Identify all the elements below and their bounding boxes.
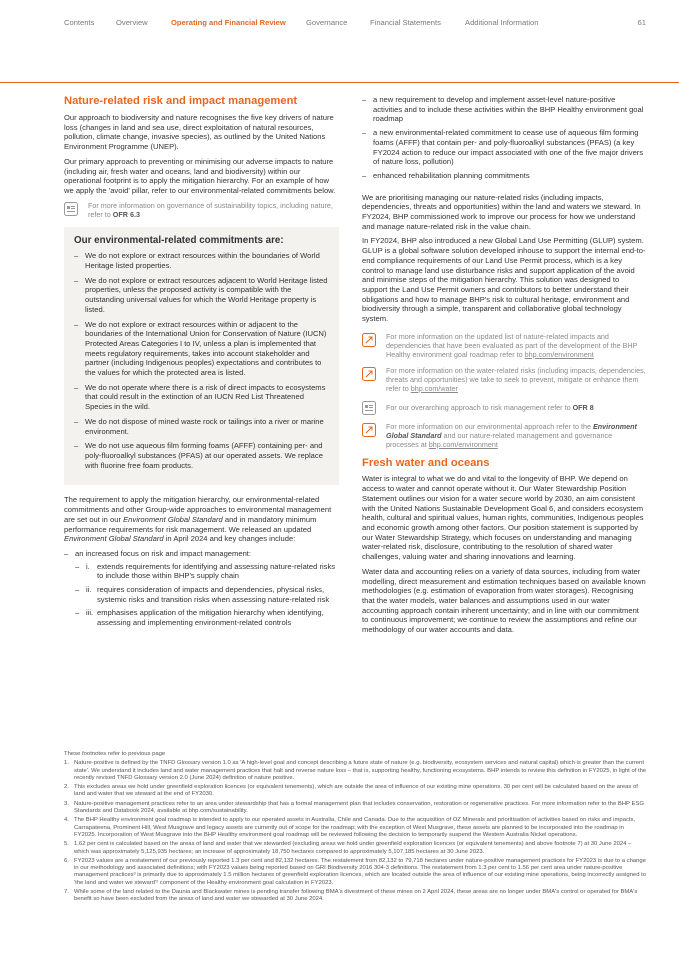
list-item: – We do not explore or extract resources within the boundaries of World Heritage listed properties. [74,251,329,270]
paragraph: Water data and accounting relies on a variety of data sources, including from water modelling, direct measurement and estimation techniques based on available known methodologies (e.g. estimation of evaporation from water storages). Recognising that the water models, water balances and assumptions used in our water accounting approach contain inherent uncertainty; and in line with our commitment to continuous improvement; we continue to review the assumptions and refine our methodology of our water accounts and data. [362,566,646,635]
list-item: – a new requirement to develop and implement asset-level nature-positive activities and to include these activities within the BHP Healthy environment goal roadmap [362,95,646,124]
footnotes [64,751,647,906]
link-environment-2[interactable]: bhp.com/environment [428,439,498,449]
paragraph: We are prioritising managing our nature-related risks (including impacts, dependencies, threats and opportunities) within the land and waters we steward. In FY2024, BHP commissioned work to improve our process for how we understand and manage nature-related risk in the value chain. [362,192,641,231]
paragraph: In FY2024, BHP also introduced a new Global Land Use Permitting (GLUP) system. GLUP is a global software solution developed inhouse to support the internal end-to-end compliance requirements of our Land Use Permit process, which is a key control to manage land use disturbance risks and support application of the avoid and minimise steps of the mitigation hierarchy. This solution was designed to support the Land Use Permit owners and contributors to better understand their obligations and how to manage BHP's risk to cultural heritage, environment and biodiversity through a simple, transparent and collaborative global technology system. [362,236,646,324]
list-item: – We do not use aqueous film forming foams (AFFF) containing per- and poly-fluoroalkyl substances (PFAS) at our operated assets. We replace with fluorine free foam products. [74,441,329,470]
external-link-icon [362,333,376,347]
nav-additional-information[interactable]: Additional Information [465,18,539,27]
list-item: – ii. requires consideration of impacts and dependencies, physical risks, systemic risks and transition risks when assessing nature-related risk [75,585,339,604]
document-icon [64,202,78,216]
nav-financial-statements[interactable]: Financial Statements [370,18,441,27]
reference-link-ofr8[interactable]: OFR 8 [572,402,594,412]
list-item: – We do not explore or extract resources adjacent to World Heritage listed properties, unless the proposed activity is compatible with the outstanding universal values for which the World Heritage property is listed. [74,276,329,315]
link-environment[interactable]: bhp.com/environment [524,349,594,359]
list-item: – a new environmental-related commitment to cease use of aqueous film forming foams (AFFF) that contain per- and poly-fluoroalkyl substances (PFAS) (a key FY2024 action to reduce our impact associated with one of the five major drivers of nature loss, pollution) [362,128,646,167]
list-item: – an increased focus on risk and impact management: – i. extends requirements for identifying and assessing nature-related risks to include those within BHP's supply chain – ii. requires consideration of impacts and dependencies, physical risks, systemic risks and transition risks when assessing nature-related risk – iii. emphasises application of the mitigation hierarchy when identifying, assessing and implementing environment-related controls [64,549,339,628]
footnote: 5. 1.62 per cent is calculated based on the areas of land and water that we stewarded (excluding areas we hold under greenfield exploration licences (or equivalent tenements) and above footnote 7) at 30 June 2024 – which was approximately 5,125,935 hectares; an increase of approximately 18,750 hectares compared to approximately 5,107,185 hectares at 30 June 2023. [64,841,632,855]
reference-water: For more information on the water-related risks (including impacts, dependencies, threats and opportunities) we take to seek to prevent, mitigate or enhance them refer to bhp.com/water [362,366,646,393]
changes-list [64,549,339,628]
document-icon [362,401,376,415]
paragraph: Our primary approach to preventing or minimising our adverse impacts to nature (including air, fresh water and oceans, land and biodiversity) within our operational footprint is to apply the mitigation hierarchy. For an example of how we apply the 'avoid' pillar, refer to our environmental-related commitments below. [64,156,336,195]
paragraph: Water is integral to what we do and vital to the longevity of BHP. We depend on access to water and cannot operate without it. Our Water Stewardship Position Statement outlines our vision for a water secure world by 2030, an aim consistent with the United Nations Sustainable Development Goal 6, and considers ecosystem health, cultural and spiritual values, human rights, communities, Indigenous peoples and economic growth among other factors. Our position statement is supported by our Water Stewardship Strategy, which focuses on understanding and managing water-related risk, disclosure, contributing to the resolution of shared water challenges, valuing water and sharing innovations and learning. [362,474,644,562]
header-divider [0,82,679,83]
nav-contents[interactable]: Contents [64,18,95,27]
reference-impacts: For more information on the updated list of nature-related impacts and dependencies that have been evaluated as part of the development of the BHP Healthy environment goal roadmap refer to bhp.com/environment [362,332,646,359]
commitments-box [64,227,339,486]
link-water[interactable]: bhp.com/water [410,383,458,393]
list-item: – We do not explore or extract resources within or adjacent to the boundaries of the International Union for Conservation of Nature (IUCN) Protected Areas Categories I to IV, unless a plan is implemented that meets regulatory requirements, takes into account stakeholder and partner (including Indigenous peoples) expectations and contributes to the values for which the protected area is listed. [74,320,329,378]
footnote: 3. Nature-positive management practices refer to an area under stewardship that has a formal management plan that includes conservation, restoration or regenerative practices. For more information refer to the BHP ESG Standards and Databook 2024, available at bhp.com/sustainability. [64,800,644,815]
reference-risk: For our overarching approach to risk management refer to OFR 8 [362,400,646,415]
sub-list [75,562,339,628]
footnote: 1. Nature-positive is defined by the TNFD Glossary version 1.0 as 'A high-level goal and concept describing a future state of nature (e.g. biodiversity, ecosystem services and natural capital) which is greater than the current state'. We understand it includes land and water management practices that halt and reverse nature loss – that is, supporting healthy, functioning ecosystems. BHP intends to review this definition in FY2025, in light of the recently revised TNFD Glossary version 2.0 (June 2024) definition of nature positive. [64,760,647,781]
reference-environment: For more information on our environmental approach refer to the Environment Global Standard and our nature-related management and governance processes at bhp.com/environment [362,422,646,449]
nav-governance[interactable]: Governance [306,18,348,27]
list-item: – i. extends requirements for identifying and assessing nature-related risks to include those within BHP's supply chain [75,562,339,581]
right-column [362,95,646,640]
paragraph: The requirement to apply the mitigation hierarchy, our environmental-related commitments and other Group-wide approaches to environmental management are set out in our Environment Global Standard and in mandatory minimum performance requirements for risk management. We released an updated Environment Global Standard in April 2024 and key changes include: [64,495,332,544]
section-heading-nature: Nature-related risk and impact management [64,95,298,107]
changes-list-continued [362,95,646,181]
nav-overview[interactable]: Overview [116,18,148,27]
external-link-icon [362,367,376,381]
reference-governance [64,201,339,219]
list-item: – enhanced rehabilitation planning commitments [362,171,646,181]
section-heading-water: Fresh water and oceans [362,456,490,469]
reference-link-ofr[interactable]: OFR 6.3 [112,209,140,219]
commitments-list [74,251,329,470]
footnote: 4. The BHP Healthy environment goal roadmap is intended to apply to our operated assets in Australia, Chile and Canada. Due to the acquisition of OZ Minerals and prioritisation of activities based on risks and impacts, Carrapateena, Prominent Hill, West Musgrave and legacy assets are currently out of scope for the roadmap; with the exception of West Musgrave, these assets are planned to be incorporated into the roadmap in FY2025. Incorporation of West Musgrave into the BHP Healthy environment goal roadmap will be reviewed following the decision to temporarily suspend the Western Australia Nickel operations. [64,817,636,838]
footnote: 6. FY2023 values are a restatement of our previously reported 1.3 per cent and 82,132 hectares. The restatement from 82,132 to 79,718 hectares under nature-positive management practices for FY2023 is due to a change in our methodology and associated definitions; with FY2023 values being reported based on GRI Biodiversity 2016 304-3 definitions. The restatement from 1.3 per cent to 1.56 per cent area under nature-positive management practices³ is primarily due to approximately 1.5 million hectares of greenfield exploration licences, which are located outside the area of influence of our existing mine operations, being incorrectly assigned to 'the land and water we steward'² component of the Healthy environment goal calculation in FY2023. [64,857,647,886]
reference-text: For more information on governance of sustainability topics, including nature, refer to [88,200,333,219]
paragraph: Our approach to biodiversity and nature recognises the five key drivers of nature loss (changes in land and sea use, direct exploitation of natural resources, pollution, climate change, invasive species), as outlined by the United Nations Environment Programme (UNEP). [64,113,334,152]
page-number: 61 [637,18,646,27]
external-link-icon [362,423,376,437]
footnote: 7. While some of the land related to the Daunia and Blackwater mines is pending transfer following BMA's divestment of these mines on 2 April 2024, these areas are no longer under BMA's control or operated for BMA's benefit so have been excluded from the areas of land and water we stewarded at 30 June 2024. [64,889,638,903]
list-item: – We do not operate where there is a risk of direct impacts to ecosystems that could result in the extinction of an IUCN Red List Threatened Species in the wild. [74,383,329,412]
footnote: 2. This excludes areas we hold under greenfield exploration licences (or equivalent tenements), which are outside the area of influence of our existing mine operations. 30 per cent will be calculated based on the areas of land and water that we steward at the end of FY2030. [64,784,638,798]
list-item: – iii. emphasises application of the mitigation hierarchy when identifying, assessing and implementing environment-related controls [75,608,339,627]
commitments-heading: Our environmental-related commitments are: [74,234,284,246]
left-column [64,95,339,633]
list-item: – We do not dispose of mined waste rock or tailings into a river or marine environment. [74,417,329,436]
footnotes-heading: These footnotes refer to previous page [64,751,166,757]
top-navigation [64,14,643,30]
nav-operating-financial-review[interactable]: Operating and Financial Review [171,18,286,27]
